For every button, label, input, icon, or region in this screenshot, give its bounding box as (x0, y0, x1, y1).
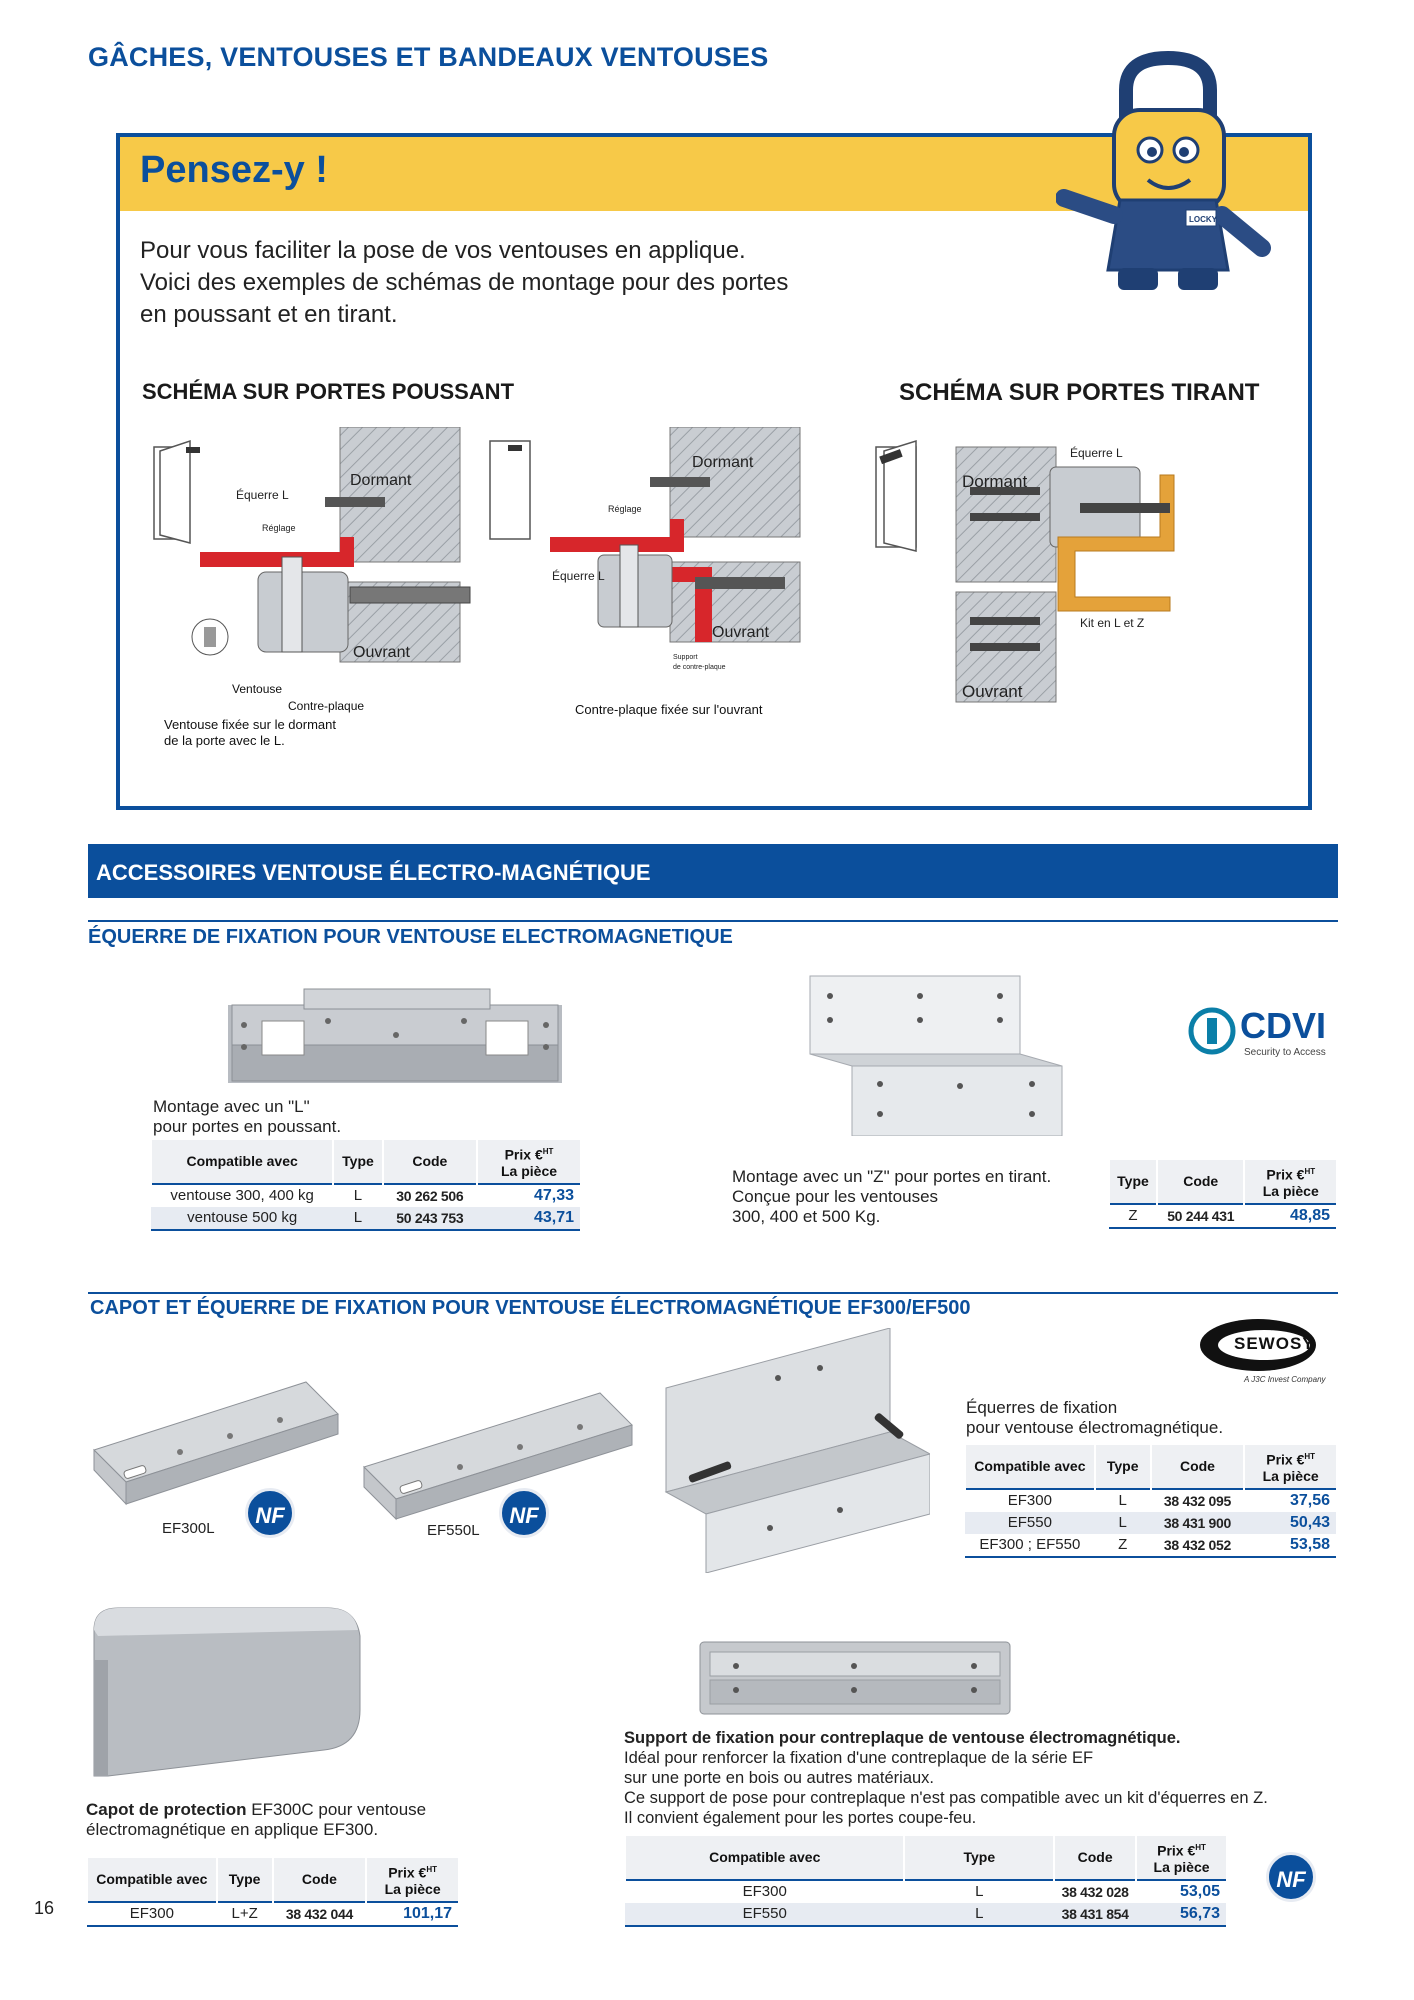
mascot-badge: LOCKY (1189, 215, 1217, 224)
think-line: Pour vous faciliter la pose de vos ventouses en applique. (140, 237, 746, 264)
d1-reglage-label: Réglage (262, 523, 296, 533)
th-type: Type (217, 1858, 273, 1902)
page-title: GÂCHES, VENTOUSES ET BANDEAUX VENTOUSES (88, 42, 769, 72)
th-unit: La pièce (1262, 1182, 1319, 1199)
cell-price: 48,85 (1289, 1206, 1330, 1224)
ef300l-label: EF300L (162, 1520, 215, 1537)
table-row (965, 1512, 1336, 1534)
th-type: Type (1109, 1160, 1157, 1204)
door-sketch-icon (876, 441, 916, 551)
table-z (1108, 1160, 1336, 1229)
capot-desc-line: électromagnétique en applique EF300. (86, 1820, 379, 1839)
th-price (477, 1140, 580, 1184)
ef300l-image (90, 1370, 350, 1520)
sewosy-tagline: A J3C Invest Company (1244, 1375, 1326, 1384)
th-ht: HT (1195, 1843, 1206, 1852)
cell: EF550 (965, 1512, 1095, 1534)
cell-code: 50 244 431 (1167, 1207, 1235, 1224)
cell-code: 38 432 095 (1163, 1492, 1231, 1509)
d2-reglage-label: Réglage (608, 504, 642, 514)
th-ht: HT (1304, 1452, 1316, 1461)
th-ht: HT (1304, 1167, 1316, 1176)
l-bracket-image (228, 975, 562, 1083)
th-price (1136, 1836, 1226, 1880)
th-code: Code (1151, 1445, 1245, 1489)
d3-kit-label: Kit en L et Z (1080, 616, 1145, 630)
capot-section-title: CAPOT ET ÉQUERRE DE FIXATION POUR VENTOUSE ÉLECTROMAGNÉTIQUE EF300/EF500 (90, 1297, 971, 1319)
th-type: Type (904, 1836, 1054, 1880)
cell: EF300 ; EF550 (979, 1536, 1081, 1554)
support-line: Il convient également pour les portes coupe-feu. (624, 1809, 977, 1827)
support-line: Idéal pour renforcer la fixation d'une contreplaque de la série EF (624, 1749, 1094, 1767)
adjust-detail-icon (192, 619, 228, 655)
d2-support-label-1: Support (673, 654, 698, 661)
l-desc (153, 1097, 341, 1137)
cdvi-brand: CDVI (1240, 1005, 1327, 1046)
door-sketch-icon (490, 441, 530, 539)
equerre-section-title: ÉQUERRE DE FIXATION POUR VENTOUSE ELECTROMAGNETIQUE (88, 926, 733, 948)
cell: L (975, 1883, 984, 1901)
d1-dormant-label: Dormant (350, 472, 412, 489)
cdvi-logo (1188, 1005, 1336, 1061)
think-text (140, 235, 788, 331)
th-ht: HT (542, 1147, 554, 1156)
page-number: 16 (34, 1898, 55, 1918)
d1-caption (164, 717, 336, 749)
cell-code: 38 431 854 (1054, 1903, 1136, 1926)
d1-contreplaque-label: Contre-plaque (288, 699, 365, 713)
cell: EF300 (1007, 1492, 1052, 1510)
cell: L (1095, 1512, 1151, 1534)
table-eq (964, 1445, 1336, 1558)
capot-image (88, 1600, 368, 1780)
th-type: Type (333, 1140, 382, 1184)
table-support (624, 1836, 1226, 1927)
d1-caption-line: de la porte avec le L. (164, 733, 285, 748)
cell-code: 30 262 506 (396, 1187, 464, 1204)
support-title: Support de fixation pour contreplaque de ventouse électromagnétique. (624, 1729, 1181, 1747)
cell-price: 53,58 (1289, 1535, 1330, 1553)
cell-code: 38 432 052 (1163, 1536, 1231, 1553)
support-line: sur une porte en bois ou autres matériaux. (624, 1769, 935, 1787)
th-compat: Compatible avec (87, 1858, 217, 1902)
th-price (1244, 1160, 1336, 1204)
cell: L (904, 1903, 1054, 1926)
table-l (150, 1140, 580, 1231)
th-price-label: Prix € (388, 1864, 427, 1881)
support-plate-image (696, 1636, 1014, 1720)
th-price-label: Prix € (504, 1146, 543, 1163)
table-row (965, 1489, 1336, 1512)
table-row (625, 1880, 1226, 1903)
table-capot (86, 1858, 458, 1927)
cell: EF300 (129, 1905, 174, 1923)
table-row (1109, 1204, 1336, 1228)
cell-code: 38 432 044 (285, 1905, 353, 1922)
d1-caption-line: Ventouse fixée sur le dormant (164, 717, 336, 732)
sewosy-logo (1198, 1317, 1338, 1387)
cell: L (333, 1207, 382, 1230)
section-title: ACCESSOIRES VENTOUSE ÉLECTRO-MAGNÉTIQUE (96, 860, 651, 885)
d2-caption: Contre-plaque fixée sur l'ouvrant (575, 702, 763, 717)
th-unit: La pièce (1153, 1858, 1210, 1875)
d3-equerre-label: Équerre L (1070, 446, 1123, 460)
d2-dormant-label: Dormant (692, 454, 754, 471)
d2-ouvrant-label: Ouvrant (712, 624, 769, 641)
z-desc (732, 1167, 1051, 1227)
diagram-push-dormant (150, 427, 490, 667)
th-code: Code (273, 1858, 367, 1902)
cdvi-mark-icon (1188, 1007, 1236, 1055)
support-desc (624, 1728, 1268, 1828)
divider (88, 1292, 1338, 1294)
cell-price: 53,05 (1179, 1882, 1220, 1900)
table-row (87, 1902, 458, 1926)
nf-certification-icon: NF (499, 1488, 549, 1538)
z-desc-line: Montage avec un "Z" pour portes en tirant. (732, 1167, 1052, 1186)
cell: ventouse 300, 400 kg (170, 1187, 314, 1205)
cell: ventouse 500 kg (151, 1207, 333, 1230)
th-compat: Compatible avec (625, 1836, 904, 1880)
cell: EF300 (742, 1883, 787, 1901)
eq-desc-line: pour ventouse électromagnétique. (966, 1418, 1224, 1437)
diagram-pull (870, 427, 1230, 707)
support-line: Ce support de pose pour contreplaque n'est pas compatible avec un kit d'équerres en Z. (624, 1789, 1268, 1807)
eq-desc-line: Équerres de fixation (966, 1398, 1118, 1417)
think-line: en poussant et en tirant. (140, 301, 398, 328)
th-price-label: Prix € (1266, 1451, 1305, 1468)
padlock-mascot-icon (1056, 50, 1284, 305)
schema-push-title: SCHÉMA SUR PORTES POUSSANT (142, 379, 515, 404)
th-price-label: Prix € (1157, 1842, 1196, 1859)
d1-ventouse-label: Ventouse (232, 682, 283, 696)
d3-ouvrant-label: Ouvrant (962, 682, 1023, 701)
th-unit: La pièce (500, 1162, 558, 1179)
th-ht: HT (426, 1865, 438, 1874)
th-price (1244, 1445, 1336, 1489)
th-compat: Compatible avec (965, 1445, 1095, 1489)
d3-dormant-label: Dormant (962, 472, 1028, 491)
l-desc-line: Montage avec un "L" (153, 1097, 310, 1116)
sewosy-brand: SEWOSY (1234, 1334, 1315, 1353)
cell-price: 101,17 (403, 1904, 452, 1922)
th-price (366, 1858, 458, 1902)
z-desc-line: 300, 400 et 500 Kg. (732, 1207, 881, 1226)
cdvi-tagline: Security to Access (1244, 1047, 1326, 1058)
capot-desc (86, 1800, 426, 1840)
diagram-push-ouvrant (480, 427, 810, 677)
th-code: Code (1157, 1160, 1245, 1204)
cell-price: 50,43 (1244, 1512, 1336, 1534)
ef550l-label: EF550L (427, 1522, 480, 1539)
th-price-label: Prix € (1266, 1166, 1305, 1183)
cell-code: 50 243 753 (383, 1207, 477, 1230)
d1-equerre-label: Équerre L (236, 488, 289, 502)
cell-price: 37,56 (1289, 1491, 1330, 1509)
th-code: Code (383, 1140, 477, 1184)
cell-code: 38 431 900 (1151, 1512, 1245, 1534)
mascot-padlock (1056, 50, 1284, 310)
ef-z-bracket-image (660, 1328, 930, 1573)
th-type: Type (1095, 1445, 1151, 1489)
th-unit: La pièce (384, 1880, 441, 1897)
cell: Z (1128, 1207, 1138, 1225)
cell-code: 38 432 028 (1061, 1883, 1129, 1900)
think-title: Pensez-y ! (140, 149, 328, 191)
d2-equerre-label: Équerre L (552, 569, 605, 583)
capot-desc-bold: Capot de protection (86, 1800, 247, 1819)
table-row (625, 1903, 1226, 1926)
table-row (151, 1207, 580, 1230)
cell: L+Z (231, 1905, 258, 1923)
cell-price: 56,73 (1136, 1903, 1226, 1926)
cell: Z (1118, 1536, 1128, 1554)
cell-price: 43,71 (477, 1207, 580, 1230)
capot-desc-rest: EF300C pour ventouse (246, 1800, 427, 1819)
cell: L (1118, 1492, 1127, 1510)
d1-ouvrant-label: Ouvrant (353, 644, 410, 661)
th-unit: La pièce (1262, 1467, 1319, 1484)
cell-price: 47,33 (533, 1186, 574, 1204)
table-row (965, 1534, 1336, 1557)
think-line: Voici des exemples de schémas de montage pour des portes (140, 269, 789, 296)
nf-certification-icon: NF (1266, 1852, 1316, 1902)
d2-support-label-2: de contre-plaque (673, 664, 726, 671)
cell: EF550 (625, 1903, 904, 1926)
table-row (151, 1184, 580, 1207)
divider (88, 920, 1338, 922)
th-code: Code (1054, 1836, 1136, 1880)
schema-pull-title: SCHÉMA SUR PORTES TIRANT (899, 379, 1260, 406)
eq-desc (966, 1398, 1223, 1438)
l-desc-line: pour portes en poussant. (153, 1117, 342, 1136)
section-bar (88, 844, 1338, 898)
cell: L (353, 1187, 363, 1205)
z-desc-line: Conçue pour les ventouses (732, 1187, 939, 1206)
th-compat: Compatible avec (151, 1140, 333, 1184)
nf-certification-icon: NF (245, 1488, 295, 1538)
z-bracket-image (800, 966, 1070, 1136)
door-sketch-icon (154, 441, 200, 543)
